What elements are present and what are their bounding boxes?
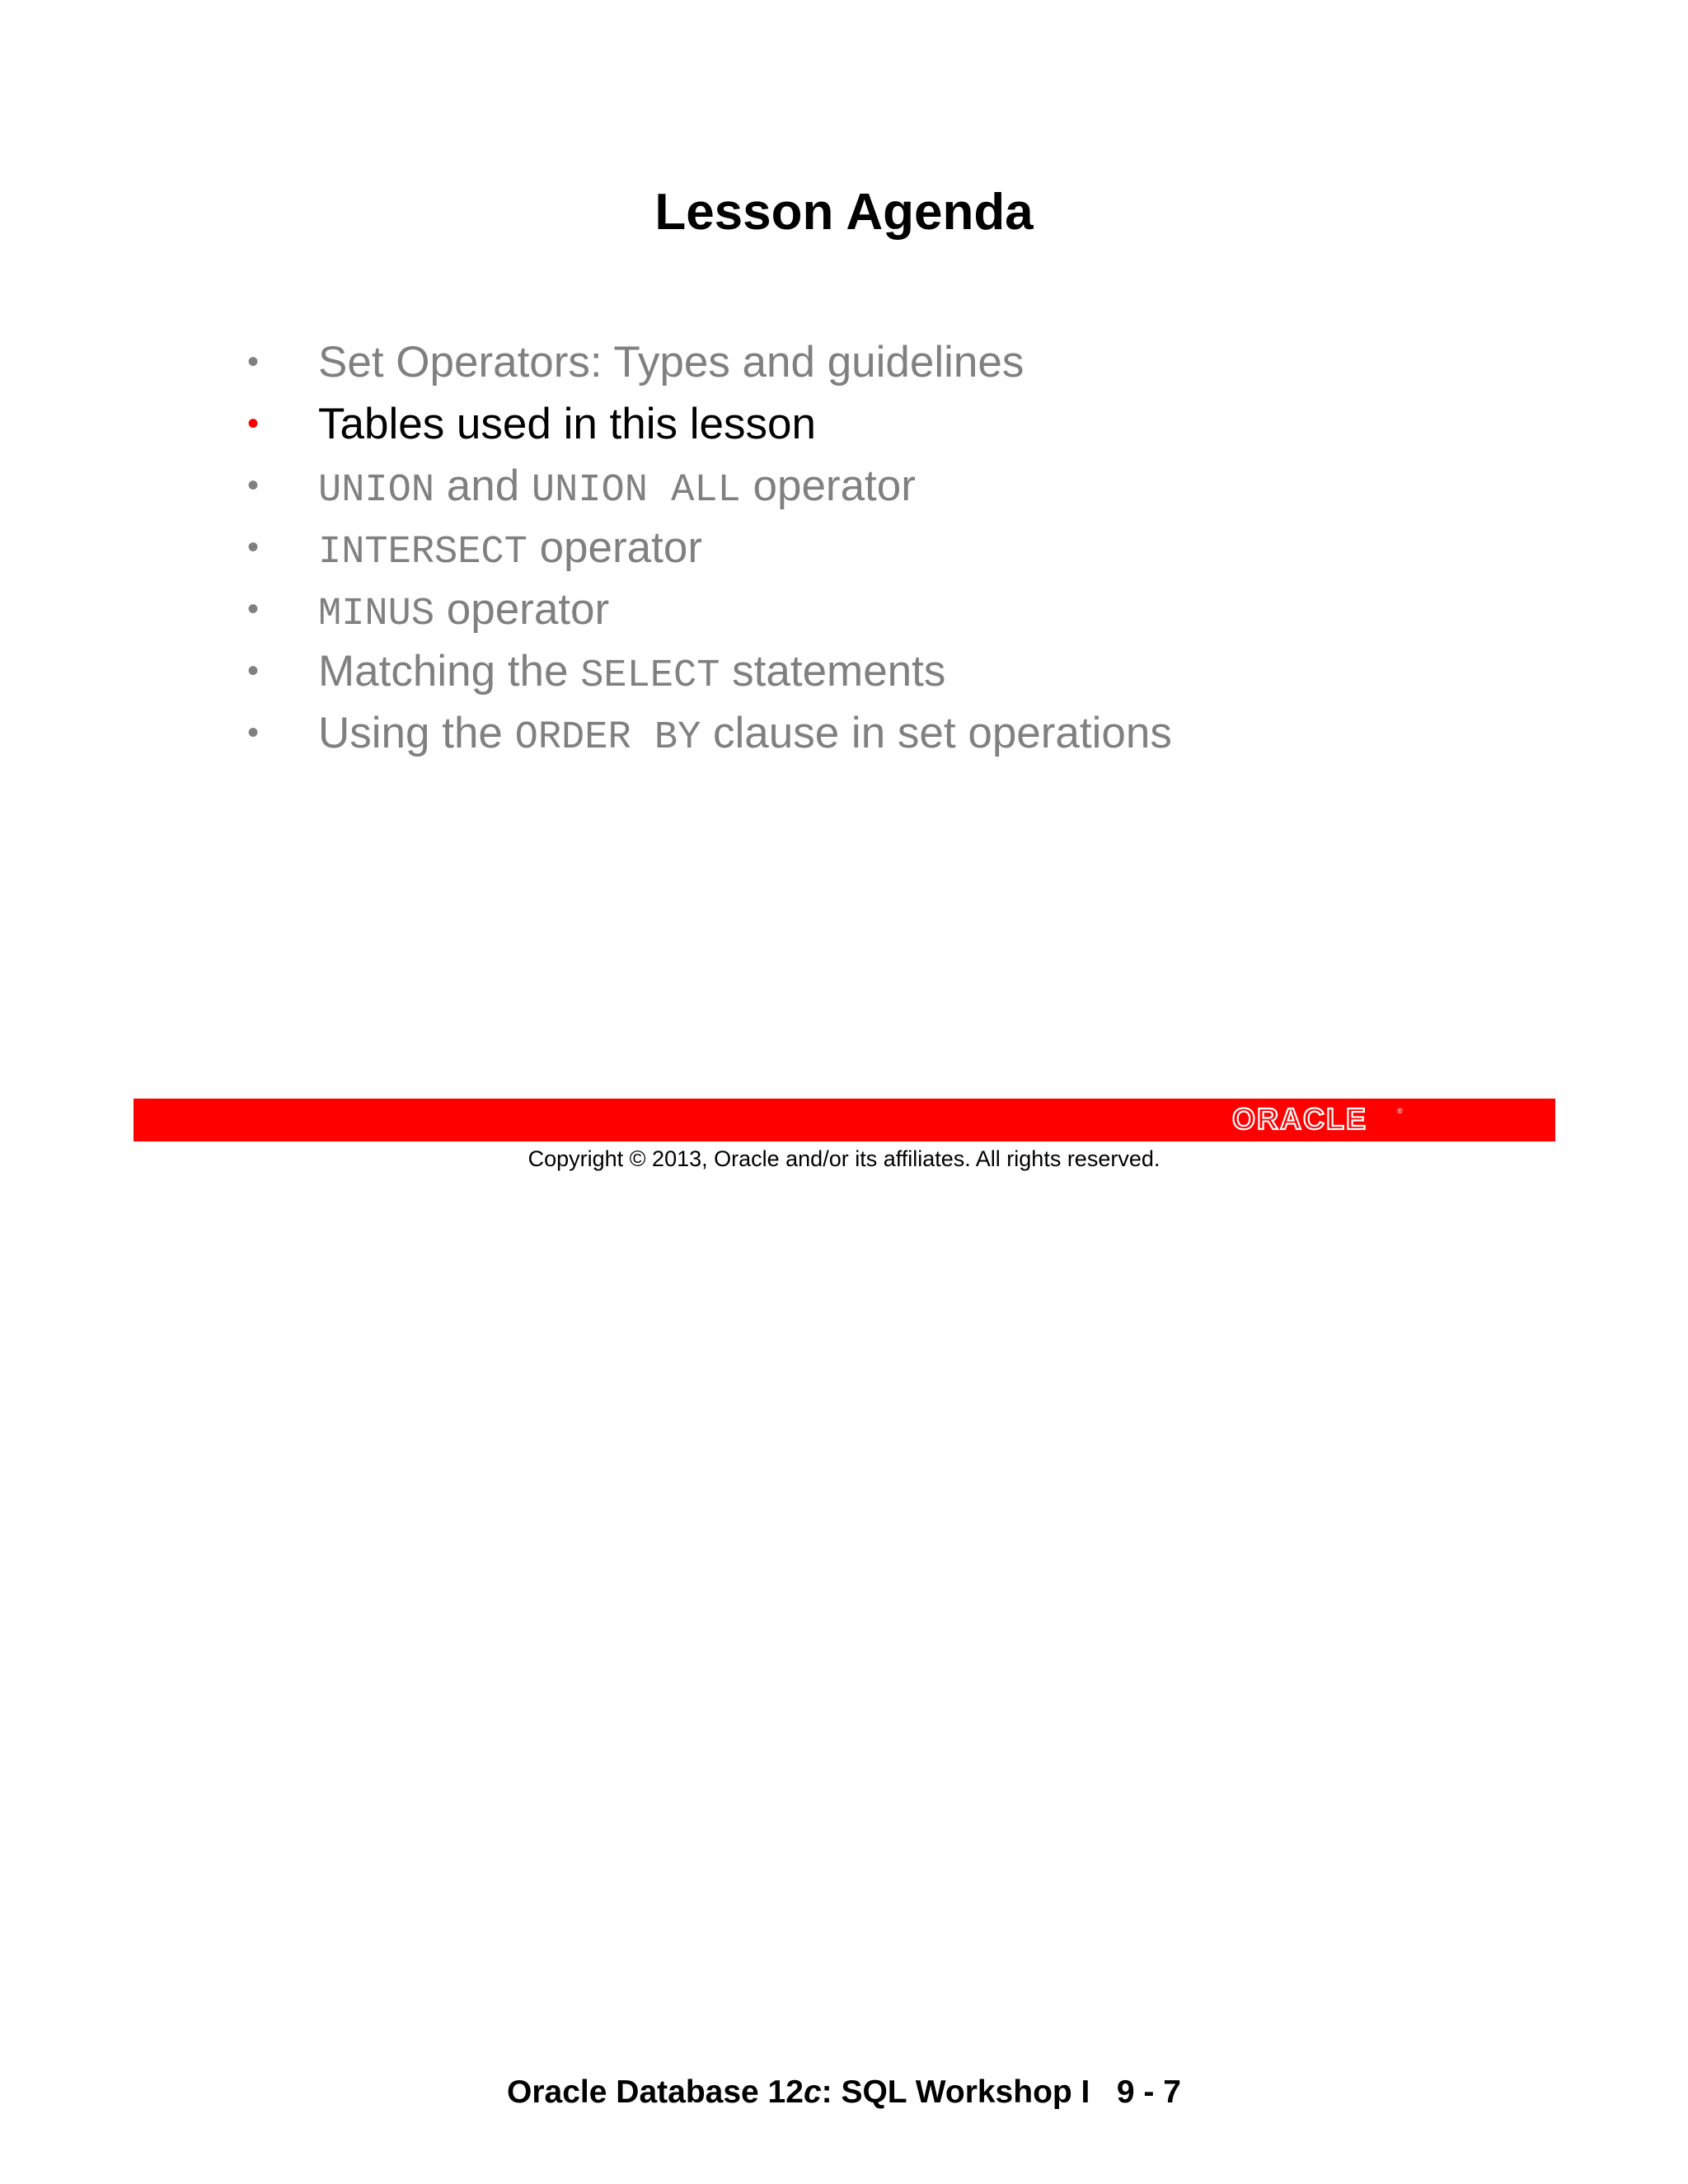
bullet-icon: • [247, 715, 260, 751]
agenda-text-segment: and [434, 462, 532, 510]
oracle-logo [1232, 1104, 1407, 1137]
agenda-item-text [318, 702, 1172, 769]
footer-course-version: c [803, 2074, 822, 2110]
bullet-icon: • [247, 344, 260, 380]
code-keyword: UNION ALL [531, 469, 741, 513]
oracle-logo-text: ORACLE [1232, 1104, 1367, 1136]
code-keyword: ORDER BY [514, 716, 701, 760]
agenda-text-segment: Tables used in this lesson [318, 400, 816, 448]
footer-page-number: 9 - 7 [1116, 2074, 1181, 2110]
agenda-text-segment: Matching the [318, 647, 581, 696]
bullet-icon: • [247, 405, 260, 442]
agenda-text-segment: clause in set operations [701, 709, 1172, 757]
bullet-icon: • [247, 529, 260, 565]
agenda-item-text [318, 640, 945, 707]
agenda-item-text [318, 331, 1024, 393]
agenda-text-segment: operator [434, 585, 610, 634]
bullet-icon: • [247, 653, 260, 689]
bullet-icon: • [247, 591, 260, 627]
agenda-text-segment: operator [527, 523, 702, 572]
code-keyword: MINUS [318, 593, 435, 636]
agenda-item-text [318, 517, 702, 583]
code-keyword: INTERSECT [318, 531, 528, 574]
copyright-notice: Copyright © 2013, Oracle and/or its affiliates. All rights reserved. [528, 1146, 1160, 1171]
footer-course-prefix: Oracle Database 12 [507, 2074, 804, 2110]
agenda-item-text [318, 393, 816, 455]
agenda-item-text [318, 579, 609, 645]
code-keyword: SELECT [580, 654, 720, 698]
oracle-banner [134, 1099, 1555, 1141]
code-keyword: UNION [318, 469, 435, 513]
footer-course-suffix: : SQL Workshop I [821, 2074, 1090, 2110]
agenda-text-segment: Using the [318, 709, 515, 757]
agenda-text-segment: Set Operators: Types and guidelines [318, 338, 1025, 387]
page-footer [0, 2073, 1688, 2112]
registered-mark-icon: ® [1397, 1107, 1403, 1115]
agenda-text-segment: operator [740, 462, 916, 510]
page-title: Lesson Agenda [654, 184, 1034, 241]
agenda-text-segment: statements [720, 647, 946, 696]
bullet-icon: • [247, 467, 260, 504]
agenda-item-text [318, 455, 916, 522]
